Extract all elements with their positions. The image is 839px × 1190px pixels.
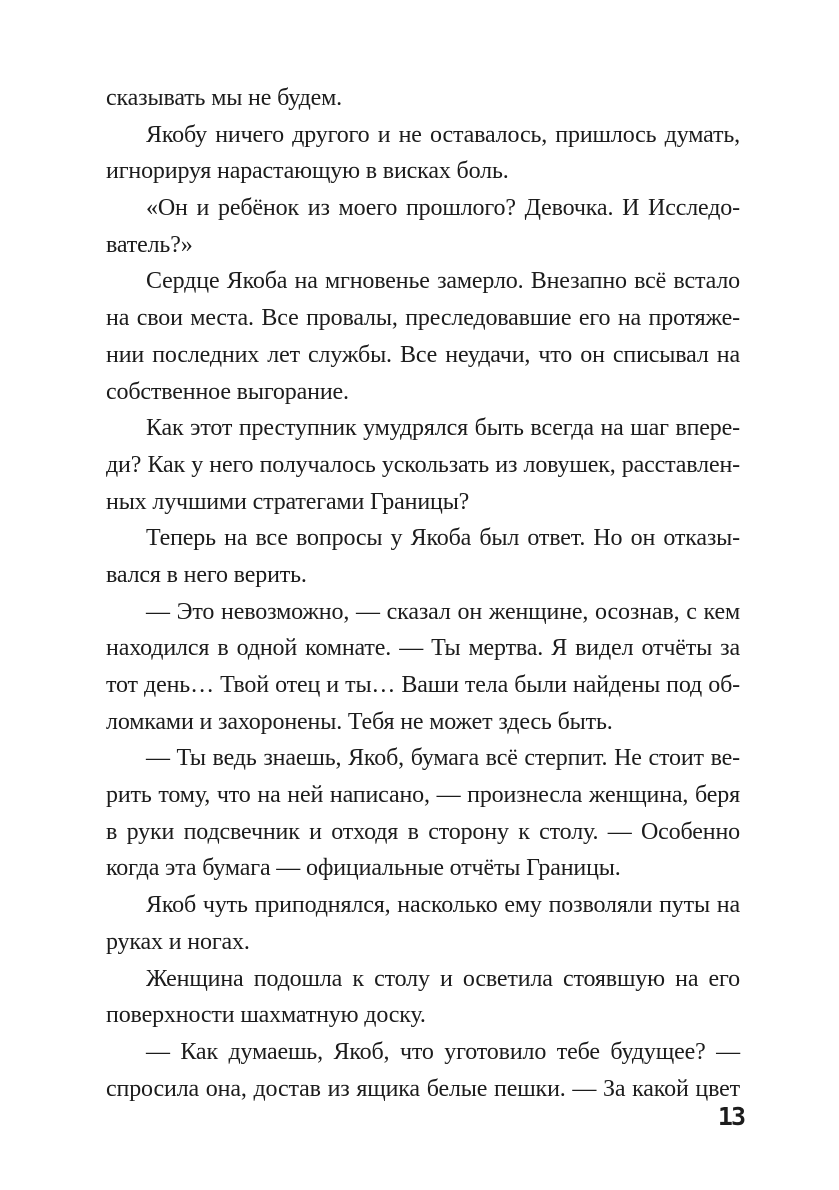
text-line: находился в одной комнате. — Ты мертва. Я видел отчёты за [106, 635, 740, 662]
text-line: ных лучшими стратегами Границы? [106, 488, 470, 515]
text-line: игнорируя нарастающую в висках боль. [106, 158, 509, 185]
page-number: 13 [717, 1102, 744, 1131]
text-line: нии последних лет службы. Все неудачи, что он списывал на [106, 341, 740, 368]
text-line: сказывать мы не будем. [106, 85, 343, 111]
text-line: руках и ногах. [106, 928, 250, 955]
text-line: — Ты ведь знаешь, Якоб, бумага всё стерпит. Не стоит ве- [146, 745, 740, 772]
text-line: в руки подсвечник и отходя в сторону к столу. — Особенно [106, 818, 740, 845]
text-line: вался в него верить. [106, 561, 307, 588]
text-line: Теперь на все вопросы у Якоба был ответ. Но он отказы- [146, 525, 740, 552]
text-line: собственное выгорание. [106, 378, 349, 405]
text-line: спросила она, достав из ящика белые пешки. — За какой цвет [106, 1075, 740, 1102]
text-line: ломками и захоронены. Тебя не может здесь быть. [106, 708, 613, 735]
text-line: Сердце Якоба на мгновенье замерло. Внезапно всё встало [146, 268, 740, 295]
text-line: Якобу ничего другого и не оставалось, пришлось думать, [146, 121, 740, 148]
text-line: «Он и ребёнок из моего прошлого? Девочка. И Исследо- [146, 195, 740, 222]
text-line: Якоб чуть приподнялся, насколько ему позволяли путы на [146, 892, 740, 919]
text-line: — Как думаешь, Якоб, что уготовило тебе будущее? — [146, 1038, 740, 1065]
text-line: рить тому, что на ней написано, — произнесла женщина, беря [106, 782, 740, 809]
text-line: Женщина подошла к столу и осветила стоявшую на его [146, 965, 740, 992]
text-line: ватель?» [106, 231, 193, 258]
text-line: тот день… Твой отец и ты… Ваши тела были найдены под об- [106, 672, 740, 698]
text-line: когда эта бумага — официальные отчёты Границы. [106, 855, 621, 882]
text-line: поверхности шахматную доску. [106, 1002, 426, 1029]
text-line: Как этот преступник умудрялся быть всегда на шаг впере- [146, 415, 740, 442]
text-line: на свои места. Все провалы, преследовавшие его на протяже- [106, 305, 740, 332]
text-line: — Это невозможно, — сказал он женщине, осознав, с кем [146, 598, 740, 625]
page-body [106, 80, 740, 1107]
text-line: ди? Как у него получалось ускользать из ловушек, расставлен- [106, 451, 740, 478]
